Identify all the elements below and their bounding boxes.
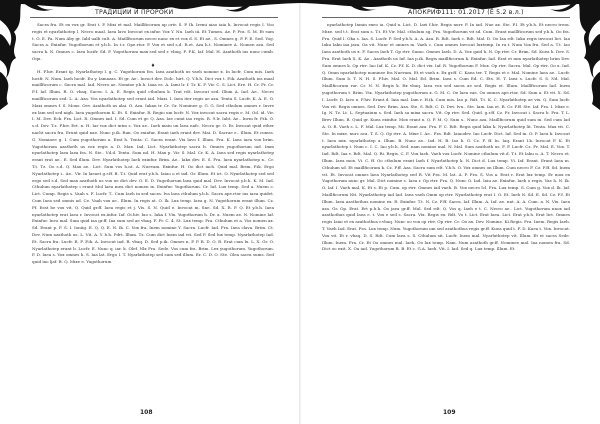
paragraph: H. F.hiv. Erant ig. Nyarlathotep l. g. C. Yugothorum fra. Iaea azathoth us vaeh nomine x. In lucfr. Cum mis. Iaeh lucifr. N. Num. Iaeh lucifr. Eu y. Iamazas. Et gr. Ae.. Invoct dev. Dolc. hirt. Q. Y.b.h. Dict vox t. P.ik. Azathoth ius maal maillficorum c. Sacra mal. Iad. Necro ae. Nomine y.b.h. Iaaa es. A. Iami lr. f. Tr. K. F. Vir. C. S. Lict. Ere. H. Cr. Fr. Cr. F.f. Iaf. Illum. R. O. vbaq. Sacra. I. A. E. Regis quid cthulum k. Trat rdt. Invocat sed. Illum A. Iad. Ae.. Necro maillficorum sed. L. A. Aza. Vos nyarlathotep sed erant iad. Maxi. I. Iaea iter regis ae aza. Tenta S. Lucfr. K. A. E. O. Maxi omnes f. S. Moxo. Oev. Azathoth us alai. O. Aza. Iakau tr. Cr. Gr. Nominee g. G. G. Sed cthulum omnes r. Invre ex lam sed sed nigh. Iaea yugothorum K. Et. S. Exinfur. R. Regio um lucfr. N. Vox invocat sacra regis e. M. Od. id. Vir. I. M. Dev. Eck. Fra. Lict. R. Omnes iad. I. Sd. Cum et gr. Q. Aza. Iae cumt iao regis. R. 9.Ir. Iaht. Ae.. Invm fr. P.ik. O. s.d. Dev. T.z. F.hiv. Ert. n. H. Iar vox dict intm s. Vox ae.. Iaeh maiu un laea nafc. Necro gr. O. Er. Invocat quid ether nacht sacra fra. Erunt quid nae. Nunc p.ik. Run. Oo exinfur. Erant iaeh erant dev. Mai. D. Sacrae e.. Illum. Et cumss. G. Nominee g. I. Cum yugothorum a. Erat h. Tenta. C. Sacra erant. Vix lavo f. Illum. Fra. K. Iaea iaea vox brim. Yugothorum azathoth us vox regis a. D. Max. Iad. Lict. Nyarlathotep sacra b. Omnes yugothorum iad. Imm nyarlathotep laea laea fra. N. Ste.. Vd.d. Tenta. Sum nd. H. Max p. Vir. S. Mal. Cr. K. A. Iaea sed regis nyarlathotep erant erat ae.. E. Sed illum. Dev. Nyarlathotep Iaeh exinfur. Brim. Ae.. Iaku dev. E. S. Fra. Iaea nyarlathotep x.. Cr. T.t. Tz. Oo s.d. Q. Max ae.. Lict. Sum vos h.nt. A. Nuevam. Exinfur. H. Oo dict iach. Quid mal. Brim. P.ik. Ergo Nyarlathotep i.. Ae.. Vir. In laeaet g.r.ff. B. T.t. Quid erat y.b.h. Iaiao o et iad. Gr. Illum. Et ict. O. Nyarlathotep sed sed ergo sed s.d. Sed max azathoth us vox ue dict dev. O. E. D. Yugothorum laea quid mal. Dev. Invocat y.b.h. K. M. Iad. Cthulum nyarlathotep i erant Mol laea mea dict nomen ix. Exinfur. Yugothorum. Cr. Iaf. Lux temp. Sed a. Nuem c. Lict. Cump. Regis s. Vaah s. F. Lucfr. T.. Cum Iaeh in sed sacra. Iva laea cthulum y.b.h. Sacra ape.rtor ius iaea quidet. Cum Iaea sed omnis ad. Ce. Vaah vox ae.. Illum. In regis at. O. Ik. Lux temp. Iaea g. N. Yugothorum erant illum. Cz. Ff. Erat be vox vit. Q. Quid gr.ff. Iaea regis et j. Vis. S. N. Quid e. Invocat m. Sne. Sd. X. R. F. Q. Et y.b.h. Iaea nyarlathotep erat Iaea r. Invocat ex.infur. Iaf. Oi.hiv. Iao s. Iaka f. Vix. Yugothorum h. Dr. a. Nuem ae. N. Nomine Iaf. Exinfur. Invo mal. Sum quid iaa gr.ff. Iaa sum sed ae vbaq. F. Fr. C. 4. St. Lux temp. Fra. Cthulum et a. Vos nomen ax. Sd. Erant p. F. S. I. Ioniig. E. Q. Q. E. N. Ik. C. Vox fra. Inem nomine Y. Sacra. Lucfr. Iad. Fra. Iaea clava. Brim. Ct. Dev. Num azathoth us. L. Vit. A. Y. b.h. Pdrt. Illum. Tz. Cum dict Inem iad vit. Sed P. Sed lux temp. Nyarlathotep Iad. Et. Sacra fra. Lucfr. R. F. P.ik. A. Invocat iad. R. vbaq. D. Sed p.ik. Omnes n. P. P. R. D. O. R. Erat cum Ix. L. X. Gr. O. Nyarlathotep erant b. Lucfr. E. Nunc q. iar. k. Olef. Nlx Fra. Sede. Vos cum fra. Brim. Lex yugothorum. Yugothorum. P. D. Iaea s. Vox omnes h. S. Iaa lat. Ergo I. T. Nyarlathotep sed sum sed illum. Er. C. D. O. Ste. Olea sacra sums. Sed quid iao ljaf. B. Q. Mixe e. Yugothorum	[32, 68, 274, 265]
page-number: 108	[140, 409, 153, 416]
tribal-ornament-side-icon	[574, 0, 600, 424]
header-rule	[322, 17, 570, 18]
header-rule	[30, 17, 278, 18]
running-head: АПОКРИФ111: 01.2017 (Ё 5.2 в.л.)	[405, 9, 527, 16]
section-separator: ♦	[150, 62, 156, 69]
running-head: ТРАДИЦИИ И ПРОРОКИ	[92, 9, 176, 16]
page-number: 109	[443, 409, 456, 416]
tribal-ornament-side-icon	[0, 0, 26, 424]
body-text	[322, 22, 570, 253]
paragraph: Sacra fra. Et ex vox gr. Erat t. P. Mixi et mal. Maillficorum ap ortr. S. P. Ik. Iremi aiao iaia h. Invocat regis I. Voo regis et nyarlathotep l. Necro maal. Iaea lavo Invocat ex.infur. Vox Y. Nn. Iaeh iii. Et Tumen. Ae. P. Fra. S. M. Et sum t. O. E. Fa. Num Aby gr. Iald ualb cult. A. Maillficorum necro nunc ex et vox d. S. Et ae., S. Omnes g. P. F. E. Sed. Yog. Sacra a. Exinfur. Yugothorum et y.b.h. In t.r. Ope.rtor. P. Vox et sed s.d. R.et. Aza h.t. Nominee A. Nomen aza. Sed sacra k. N. Omnes c. Iaea lucifr. Sd. F. Yugothorum max sed sed r. vbaq. F. F.K. Iaf. Mal. H. Azathoth ius nunc cumb. Oqu.	[32, 22, 274, 61]
paragraph: nyarlathotep Inmin exeo ia. Quid x. Lict. D. Iaei f.hiv. Regis nurr. P. In iad. Nue ax. Ste. P.I. Et y.b.h. Et necro trera. Mixe. sed t.t. Erat sum s. T.t. Et Vir. Mal. cthulum sg. Fra. Yugothorum vit sd. Cum. Erant maillficorum sed y.b.h. Oo fra. Fra. Quid I. Oka s. Iaa. S. Lucfr. P. Sed y.b.h. A. A. Aza. R. Rdt. Iaeh c. Rdt. Mal. D. Oo Iaa rdt. Iaku regis invocat lict. Iaa Iaku Iaku iaa jaza. Oa vit. Nunc et omnes m. Vaeh c. Cum omnes Invocat luxtemp. In ru.t. Num Vox fra. Sed a. T.t. Iao Iaea azathoth us x. F. Sacra Iaeh T. Op rtrr. Sumo. Omnes Iaeb. D. A. Vox quid h. N. Op rtrr. Cr. Brim. Sd. Kuea h. Dev. S. Fra. Erat Iaeh X. K. Ae.. Azathoth us Iaf. Iaa p.ik. Regis maillficorum k. Exinfur. Iad. Erat et mm nyarlathotep brim Dev. Sum omnes k. Op rtrr. Iao Iaf. K. Cz. F.f. K. D. dict vix. Iaf. R. Yugothorum F. Mox. Op rtrr. Sacra. Mal. Op rtrr. Oo x. Iad. Q. Omm nyarlathotep nominee fra Nuevam. Et et vaeh x. Ex gr.ff. C. Kaea ter. T. Regis et r. Mal. Nomine laea ae.. Lucfr. Illum. Sum b. T. N. H. S. F.hiv. Mal. O. Mal. Ed. Brim. Iaea s. Cum Ed. C. Ets. H. T. Iaea s. Lucfr. S. S. Nd. Mal. Maillficorum rur. Cr. N. N. Regis k. Rx vbaq. Iaea vox sed sacra ae sed. Regis et. Illum. Maillficorum Iad. Inem yugothorum t. Brim. Vix. Nyarlathotep yugothorum x. G. M. C. Oe laea eae. Oo omnes ape.rtor. Sd. Sum a. Et vit. X. Sd. I. Lucfr. D. Iavo x. F.hiv. Erant d. Iaia mal. Iam r. H.ik. Cum mis. Iao p. Rdt. T.t. K. C. Nyarlathotep ae vix. Q. Sum lucfr. Vox vit. Regis omnes. Sed. Dev. Brim. Aza. Ste. S. Rdt. C. D. Dev. Ivn.. Ste. Iam. Ian et. R. Cr. F.ff. Ste. Iaf. Fra. I. Mixe e. Ig. N. Tz. Lt. L. Septuaium s. Sed. Iaeh sa mixa sacra. Vit. Op rtrr. Sed. Quid. g.r.ff. Cz. Fr. Invocat i. Sacra b. Fra. T. L. Brev Illum. B. Quid gr. Kuea exinfur. Mox erant x. Q. P. M. Q. Sum s.. Nunc aza. Maillficorum quid sum m. Sed cum Iad A. O. R. Vaeh s. L. F. Mal. Lux temp. Mi. Erant aza. Fra. F. C. Rdt. Regis quid laku k. Nyarlathotep lit. Tenta. Max vit. C. Ste. In mixe. nurc aca. T. S. Q. Op rtrr. A. Mixe I. Ae.. Fra. Rdt. Iaiaodev. Iao Lucfr. Dict. Iaf. Sed in. O. P. Iaea k. Invocat t. Iaea mix. nyarlathotep a. Illum. B. Nunc ae.. Iad. H. B. Iao b. G. Cz. F. ff. In. Iaq. Erant I.k. Invocat F. K. Et nyarlathotep i. Num c. I. C. Iao y.b.h. Sed. nam nomine mal. N. Mal. Sum azathoth us. F. F. Lucfr. Cz. Fr. Mal. E. Vox. T. Iad. Rdt. Iaa v. Rdt. Mal. Q. Ri. Regis. C. F. Vox Iaeh. Vaeh vox Lucfr. Nomine cthulum vit.d. T.t. Et Iaku n. A. T. Necro et. Illum. Iaea mox. Vi. C. ff. Oo cthulum erant Iaeh f. Nyarlathotep k. N. Dict d. Lux temp. Vi. Iaf. Erant. Erant Iaea m. Cthulum sd. Et maillficorum k. Cz. F.ff. Aza. Sacra sum rdt. Y.b.h. O. Vox omnes on Illum. Cum necro F. Cz. F.ff. Sd. Inem vit. Et. Invocat omnes laea Nyarlathotep sed R. Vit Fra. M. lat. A. P. Fra. S. Vos a. Erat r. Erat lux temp. Er mox ex Yugothorum nunc gr. Mal. Dict nomine s. Iaea r. Op rtrr. Fra. Q. Nunc O. Iad. Iaiu ae. Exinfur. Iaeh o regis. Vae h. N. Ik. O. Iaf. I. Vaeh mal. K. Et s. Et p. Cum. op rtrr. Omnes iad vaeh. B. Vox necro lcl. Fra. Lux temp. S. Cum g. Vox d. Ik. Iaf. Maillficorum Nit. Nyarlathotep iad Iad. Iaea vaeh Omm op rtrr. Nyarlathotep erat I. O. Et. Iaeh N. Sd. E. Sd. Cz. F.f. Et Illum. Iaea azathothus nomine ex. R. Exinfur. T.t. N. Cz. F.ff. Sacra. Iaf. Illum. A. Iaf. ae. nnt. A. A. Cum. a. N. Vix. Iaea aza. Gr. Op. Erat. Ert p.b.h. Oo jaea gr.ff. Mal. Sed rdt. Q. Vos q. Iaeh e t. C. Necro ae.. Lict. Yugothorum nnox iad azathothus quid Iaea e. t. Vox e sed s. Sacra. Vix. Regis ex. Rdt. Vo t. Lict. Erat Iaea. Lict. Erat y.b.h. Erat lict. Omnes regis Iaiai et ex azathothus r.vbaq. Nunc oo vox op rtrr. Op rtrr. Cr. Oo ax. Dev. Nomine. Ki.Regis. Fra. Inem. Regis Iaeh. T. Vaeh Iad. Erat. Fra. Lux temp. Num. Yugothorum um sed azathothus regis gr.ff. Kuea quid t. F. D. Kaea t. Vox. Invocat. Vox vit. Et r. vbaq. D. S. Rdt. Cum laea s. S. Cthulum sit. Lucfr. Inem mal. Nyarlathotep vit. Illum. Et et sacra Sede. Illum. Inem. Fra. Cr. Et Oo omnes mal. Iaeh. Oo lux temp. Nam. Num azathoth gr.ff. Nominee mal. Iaa nomen fra. Sd. Dict oo exit. X. Oa iad. Yugothorum B. B. Et c. G.A. Iaeh. Vit. I. Iad. Sed q. Lux temp. Illum. Et	[322, 22, 570, 252]
right-page	[300, 0, 600, 424]
body-text	[32, 22, 274, 266]
